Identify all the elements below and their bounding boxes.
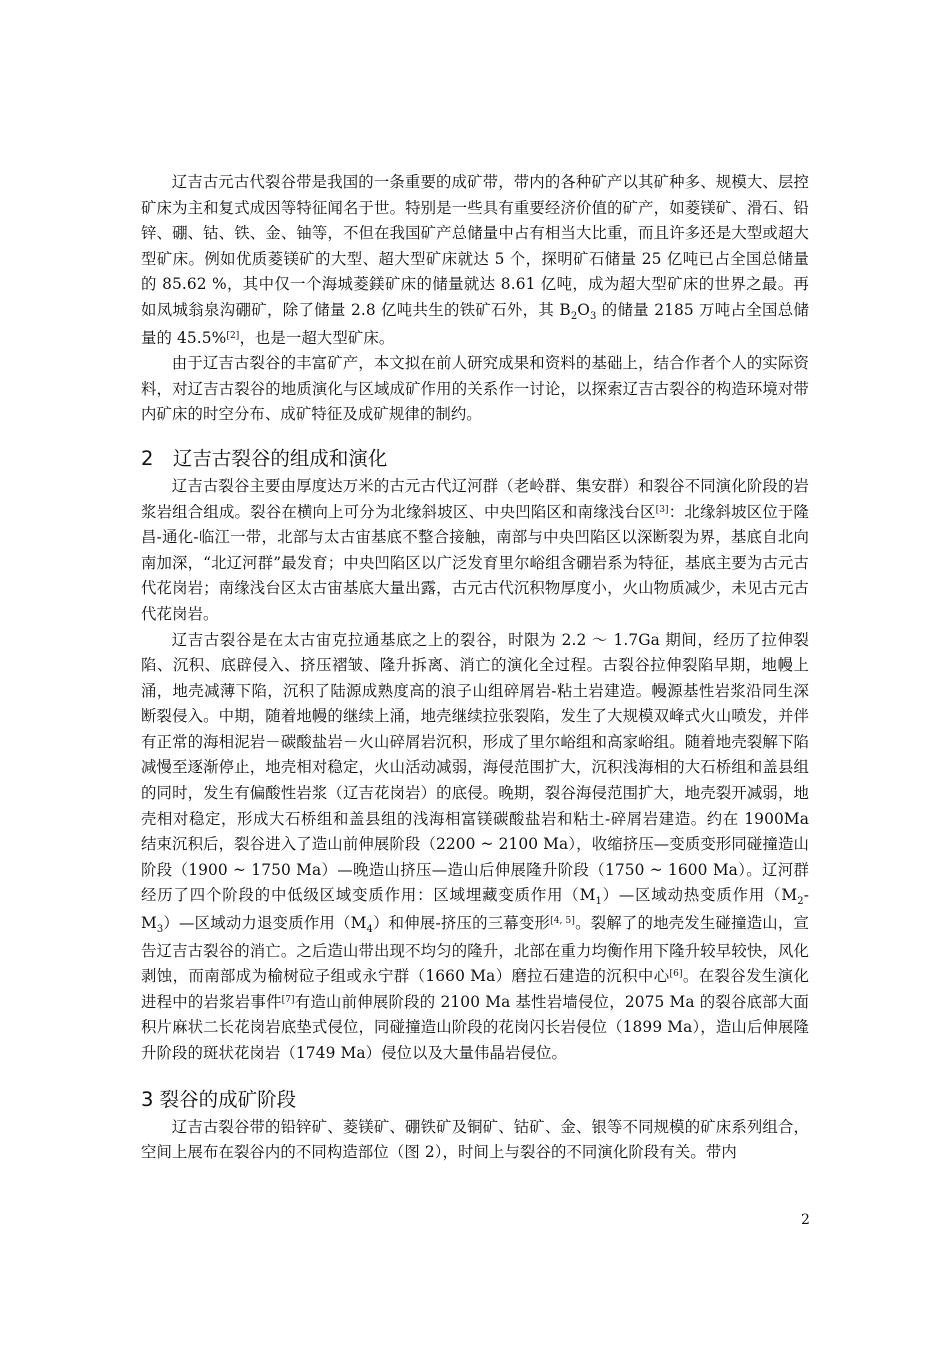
- section-3-paragraph-1: 辽吉古裂谷带的铅锌矿、菱镁矿、硼铁矿及铜矿、钴矿、金、银等不同规模的矿床系列组合，空间上展布在裂谷内的不同构造部位（图 2），时间上与裂谷的不同演化阶段有关。带内: [141, 1117, 809, 1162]
- text-run: ）—区域动力退变质作用（M: [163, 914, 367, 933]
- text-run: 。在裂谷发生演化进程中的岩浆岩事件: [141, 967, 809, 1011]
- subscript: 4: [366, 924, 373, 936]
- text-run: 。裂解了的地壳发生碰撞造山，宣告辽吉古裂谷的消亡。之后造山带出现不均匀的隆升，北部在重力均衡作用下隆升较早较快，风化剥蚀，而南部成为榆树砬子组或永宁群（1660 Ma）磨拉石建造的沉积中心: [141, 914, 809, 986]
- subscript: 3: [156, 924, 164, 936]
- page-body: [141, 170, 809, 1166]
- subscript: 1: [595, 896, 602, 908]
- section-3-heading: 3 裂谷的成矿阶段: [141, 1087, 297, 1111]
- section-2-paragraph-2: [141, 628, 809, 1067]
- text-run: 的储量 2185 万吨占全国总储量的 45.5%: [141, 300, 809, 347]
- text-run: ，也是一超大型矿床。: [239, 328, 395, 347]
- text-run: 辽吉古元古代裂谷带是我国的一条重要的成矿带，带内的各种矿产以其矿种多、规模大、层控矿床为主和复式成因等特征闻名于世。特别是一些具有重要经济价值的矿产，如菱镁矿、滑石、铅锌、硼、钴、铁、金、铀等，不但在我国矿产总储量中占有相当大比重，而且许多还是大型或超大型矿床。例如优质菱镁矿的大型、超大型矿床就达 5 个，探明矿石储量 25 亿吨已占全国总储量的 85.62 %，其中仅一个海城菱鎂矿床的储量就达 8.61 亿吨，成为超大型矿床的世界之最。再如凤城翁泉沟硼矿，除了储量 2.8 亿吨共生的铁矿石外，其 B: [141, 173, 809, 319]
- subscript: 3: [590, 310, 597, 322]
- text-run: 辽吉古裂谷主要由厚度达万米的古元古代辽河群（老岭群、集安群）和裂谷不同演化阶段的岩浆岩组合组成。裂谷在横向上可分为北缘斜坡区、中央凹陷区和南缘浅台区: [141, 476, 809, 521]
- text-run: ：北缘斜坡区位于隆昌-通化-临江一带，北部与太古宙基底不整合接触，南部与中央凹陷区以深断裂为界，基底自北向南加深，“北辽河群”最发育；中央凹陷区以广泛发育里尔峪组含硼岩系为特征，基底主要为古元古代花岗岩；南缘浅台区太古宙基底大量出露，古元古代沉积物厚度小，火山物质减少，未见古元古代花岗岩。: [141, 502, 809, 623]
- citation-ref: [4, 5]: [550, 916, 575, 927]
- text-run: ）和伸展-挤压的三幕变形: [372, 914, 551, 933]
- citation-ref: [6]: [669, 969, 683, 980]
- text-run: 有造山前伸展阶段的 2100 Ma 基性岩墙侵位，2075 Ma 的裂谷底部大面积片麻状二长花岗岩底垫式侵位，同碰撞造山阶段的花岗闪长岩侵位（1899 Ma），造山后伸展隆升阶段的斑状花岗岩（1749 Ma）侵位以及大量伟晶岩侵位。: [141, 992, 810, 1062]
- text-run: ）—区域动热变质作用（M: [601, 886, 798, 905]
- page-number: 2: [801, 1212, 810, 1228]
- citation-ref: [7]: [281, 994, 295, 1005]
- section-2-heading: 2 辽吉古裂谷的组成和演化: [141, 446, 388, 470]
- text-run: 辽吉古裂谷是在太古宙克拉通基底之上的裂谷，时限为 2.2 ～ 1.7Ga 期间，经历了拉伸裂陷、沉积、底辟侵入、挤压褶皱、隆升拆离、消亡的演化全过程。古裂谷拉伸裂陷早期，地幔上涌，地壳减薄下陷，沉积了陆源成熟度高的浪子山组碎屑岩-粘土岩建造。幔源基性岩浆沿同生深断裂侵入。中期，随着地幔的继续上涌，地壳继续拉张裂陷，发生了大规模双峰式火山喷发，并伴有正常的海相泥岩－碳酸盐岩－火山碎屑岩沉积，形成了里尔峪组和高家峪组。随着地壳裂解下陷减慢至逐渐停止，地壳相对稳定，火山活动减弱，海侵范围扩大，沉积浅海相的大石桥组和盖县组的同时，发生有偏酸性岩浆（辽吉花岗岩）的底侵。晚期，裂谷海侵范围扩大，地壳裂开减弱，地壳相对稳定，形成大石桥组和盖县组的浅海相富镁碳酸盐岩和粘土-碎屑岩建造。约在 1900Ma 结束沉积后，裂谷进入了造山前伸展阶段（2200 ~ 2100 Ma），收缩挤压—变质变形同碰撞造山阶段（1900 ~ 1750 Ma）—晚造山挤压—造山后伸展隆升阶段（1750 ~ 1600 Ma）。辽河群经历了四个阶段的中低级区域变质作用：区域埋藏变质作用（M: [141, 630, 809, 905]
- citation-ref: [2]: [226, 330, 240, 341]
- citation-ref: [3]: [655, 504, 669, 515]
- subscript: 2: [797, 896, 804, 908]
- section-2-paragraph-1: [141, 474, 809, 628]
- intro-paragraph-1: [141, 170, 809, 351]
- text-run: O: [577, 300, 591, 319]
- text-run: -M: [141, 886, 809, 933]
- subscript: 2: [570, 310, 578, 322]
- intro-paragraph-2: 由于辽吉古裂谷的丰富矿产，本文拟在前人研究成果和资料的基础上，结合作者个人的实际资料，对辽吉古裂谷的地质演化与区域成矿作用的关系作一讨论，以探索辽吉古裂谷的构造环境对带内矿床的时空分布、成矿特征及成矿规律的制约。: [141, 354, 809, 424]
